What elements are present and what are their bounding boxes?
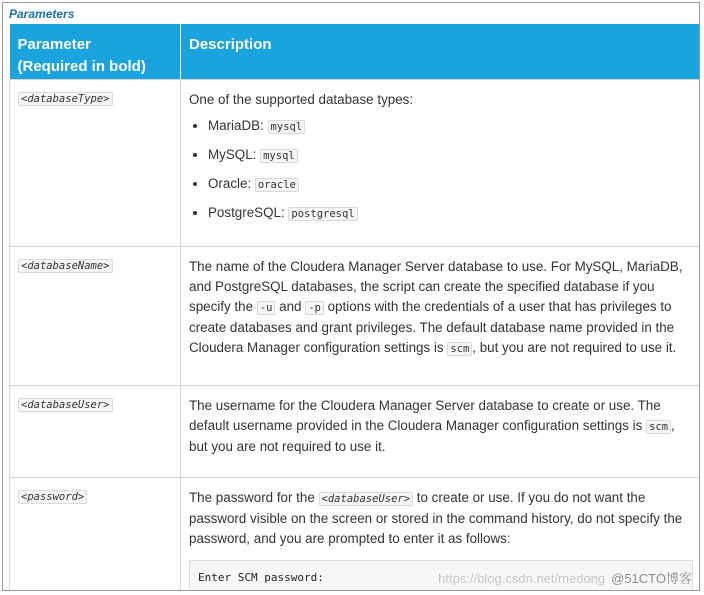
type-code: oracle xyxy=(255,178,299,192)
default-value-code: scm xyxy=(447,342,472,356)
list-item xyxy=(208,116,692,137)
table-header-row xyxy=(10,24,701,79)
screenshot-frame xyxy=(2,2,700,591)
watermark-url: https://blog.csdn.net/medong xyxy=(438,571,606,586)
table-row-database-name xyxy=(10,246,701,385)
type-name: MariaDB: xyxy=(208,117,264,133)
table-caption: Parameters xyxy=(9,7,75,21)
param-cell xyxy=(10,79,181,246)
database-type-list xyxy=(189,116,692,224)
description-text: , but you are not required to use it. xyxy=(472,339,677,355)
param-cell xyxy=(10,477,181,591)
parameters-table xyxy=(9,24,700,591)
description-cell xyxy=(181,79,701,246)
description-cell xyxy=(181,385,701,477)
password-prompt-codeblock: Enter SCM password: xyxy=(189,560,693,592)
parameter-column-header xyxy=(10,24,181,79)
type-name: MySQL: xyxy=(208,146,257,162)
description-text: The username for the Cloudera Manager Server database to create or use. The default username provided in the Cloudera Manager configuration settings is xyxy=(189,397,661,433)
type-code: mysql xyxy=(268,120,306,134)
param-password: <password> xyxy=(18,490,87,504)
type-name: PostgreSQL: xyxy=(208,204,285,220)
description-text: The name of the Cloudera Manager Server database to use. For MySQL, MariaDB, and PostgreSQL databases, the script can create the specified database if you specify the xyxy=(189,258,683,314)
description-column-header: Description xyxy=(181,24,701,79)
param-database-type: <databaseType> xyxy=(18,92,113,106)
param-database-name: <databaseName> xyxy=(18,259,113,273)
description-text: options with the credentials of a user that has privileges to create databases and grant privileges. The default database name provided in the Cloudera Manager configuration settings is xyxy=(189,298,675,355)
default-value-code: scm xyxy=(646,420,671,434)
list-item xyxy=(208,145,692,166)
param-cell xyxy=(10,246,181,385)
list-item xyxy=(208,203,692,224)
parameter-header-line2: (Required in bold) xyxy=(17,58,146,75)
option-u-code: -u xyxy=(257,301,276,315)
list-item xyxy=(208,174,692,195)
database-user-ref-code: <databaseUser> xyxy=(319,492,414,506)
description-text: The password for the xyxy=(189,489,315,505)
option-p-code: -p xyxy=(305,301,324,315)
description-text: and xyxy=(279,298,302,314)
table-row-database-user xyxy=(10,385,701,477)
param-cell xyxy=(10,385,181,477)
watermark xyxy=(438,568,692,587)
watermark-brand: @51CTO博客 xyxy=(611,571,692,586)
type-name: Oracle: xyxy=(208,175,252,191)
parameter-header-line1: Parameter xyxy=(17,36,91,53)
table-row-database-type xyxy=(10,79,701,246)
description-cell xyxy=(181,246,701,385)
description-text: to create or use. If you do not want the password visible on the screen or stored in the command history, do not specify the password, and you are prompted to enter it as follows: xyxy=(189,489,683,546)
description-text: , but you are not required to use it. xyxy=(189,417,675,454)
type-code: mysql xyxy=(260,149,298,163)
type-code: postgresql xyxy=(288,207,357,221)
param-database-user: <databaseUser> xyxy=(18,398,113,412)
description-text: One of the supported database types: xyxy=(189,91,414,107)
